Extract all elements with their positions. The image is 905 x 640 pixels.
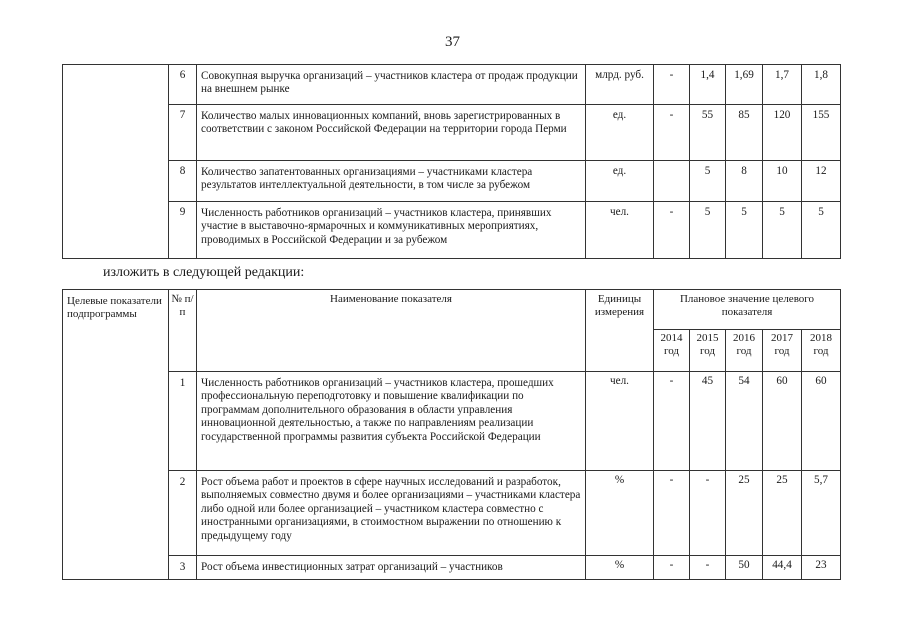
value-2015: 5 xyxy=(690,161,726,202)
value-2015: 1,4 xyxy=(690,65,726,105)
value-2015: 55 xyxy=(690,105,726,161)
indicator-name: Численность работников организаций – участников кластера, принявших участие в выставочно-ярмарочных и коммуникативных мероприятиях, проводимых в Российской Федерации и за рубежом xyxy=(197,202,586,259)
value-2015: 5 xyxy=(690,202,726,259)
value-2014: - xyxy=(654,556,690,580)
value-2018: 23 xyxy=(802,556,841,580)
indicator-name: Рост объема инвестиционных затрат организаций – участников xyxy=(197,556,586,580)
unit-cell: ед. xyxy=(586,105,654,161)
table-row xyxy=(63,556,841,580)
table-row xyxy=(63,372,841,471)
intro-text: изложить в следующей редакции: xyxy=(103,265,305,280)
value-2018: 12 xyxy=(802,161,841,202)
unit-cell: млрд. руб. xyxy=(586,65,654,105)
year-2017-header: 2017 год xyxy=(763,330,802,372)
value-2016: 25 xyxy=(726,471,763,556)
row-number: 2 xyxy=(169,471,197,556)
value-2017: 25 xyxy=(763,471,802,556)
value-2018: 5,7 xyxy=(802,471,841,556)
value-2017: 1,7 xyxy=(763,65,802,105)
row-number: 1 xyxy=(169,372,197,471)
value-2016: 5 xyxy=(726,202,763,259)
value-2016: 54 xyxy=(726,372,763,471)
year-2016-header: 2016 год xyxy=(726,330,763,372)
targets-cell xyxy=(63,65,169,259)
value-2018: 5 xyxy=(802,202,841,259)
value-2017: 60 xyxy=(763,372,802,471)
row-number: 7 xyxy=(169,105,197,161)
value-2018: 60 xyxy=(802,372,841,471)
row-number: 8 xyxy=(169,161,197,202)
value-2014: - xyxy=(654,372,690,471)
unit-cell: % xyxy=(586,556,654,580)
row-number: 3 xyxy=(169,556,197,580)
value-2017: 10 xyxy=(763,161,802,202)
value-2014 xyxy=(654,161,690,202)
indicator-name: Рост объема работ и проектов в сфере научных исследований и разработок, выполняемых совместно двумя и более организациями – участниками кластера либо одной или более организацией – участником кластера совместно с иностранными организациями, в стоимостном выражении по отношению к предыдущему году xyxy=(197,471,586,556)
value-2018: 155 xyxy=(802,105,841,161)
table-row xyxy=(63,202,841,259)
unit-header: Единицы измерения xyxy=(586,290,654,372)
value-2016: 50 xyxy=(726,556,763,580)
table-row xyxy=(63,471,841,556)
unit-cell: чел. xyxy=(586,372,654,471)
page-number: 37 xyxy=(445,34,460,50)
value-2016: 8 xyxy=(726,161,763,202)
value-2015: - xyxy=(690,556,726,580)
value-2015: - xyxy=(690,471,726,556)
unit-cell: чел. xyxy=(586,202,654,259)
value-2014: - xyxy=(654,65,690,105)
value-2016: 1,69 xyxy=(726,65,763,105)
header-row xyxy=(63,290,841,330)
row-number: 9 xyxy=(169,202,197,259)
table-row xyxy=(63,65,841,105)
year-2018-header: 2018 год xyxy=(802,330,841,372)
table-row xyxy=(63,161,841,202)
value-2017: 5 xyxy=(763,202,802,259)
number-header: № п/п xyxy=(169,290,197,372)
unit-cell: % xyxy=(586,471,654,556)
value-2017: 120 xyxy=(763,105,802,161)
value-2015: 45 xyxy=(690,372,726,471)
indicator-name: Количество запатентованных организациями – участниками кластера результатов интеллектуальной деятельности, в том числе за рубежом xyxy=(197,161,586,202)
value-2016: 85 xyxy=(726,105,763,161)
indicator-name: Совокупная выручка организаций – участников кластера от продаж продукции на внешнем рынке xyxy=(197,65,586,105)
targets-header: Целевые показатели подпрограммы xyxy=(63,290,169,580)
table-new-edition xyxy=(62,289,841,580)
row-number: 6 xyxy=(169,65,197,105)
value-2014: - xyxy=(654,202,690,259)
year-2014-header: 2014 год xyxy=(654,330,690,372)
name-header: Наименование показателя xyxy=(197,290,586,372)
indicator-name: Численность работников организаций – участников кластера, прошедших профессиональную переподготовку и повышение квалификации по программам дополнительного образования в области управления инновационной деятельностью, а также по направлениям реализации государственной программы развития субъекта Российской Федерации xyxy=(197,372,586,471)
unit-cell: ед. xyxy=(586,161,654,202)
value-2017: 44,4 xyxy=(763,556,802,580)
table-previous-edition xyxy=(62,64,841,259)
indicator-name: Количество малых инновационных компаний, вновь зарегистрированных в соответствии с законом Российской Федерации на территории города Перми xyxy=(197,105,586,161)
value-2014: - xyxy=(654,105,690,161)
value-2014: - xyxy=(654,471,690,556)
table-row xyxy=(63,105,841,161)
year-2015-header: 2015 год xyxy=(690,330,726,372)
plan-header: Плановое значение целевого показателя xyxy=(654,290,841,330)
value-2018: 1,8 xyxy=(802,65,841,105)
